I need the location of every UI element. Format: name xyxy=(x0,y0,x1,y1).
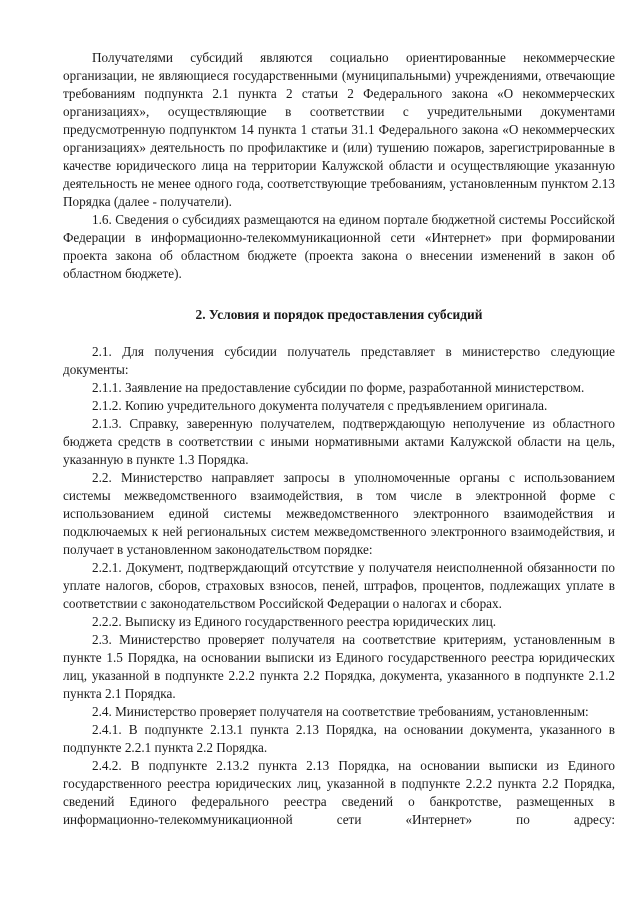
section-heading: 2. Условия и порядок предоставления субсидий xyxy=(195,307,483,322)
paragraph-2-1-3: 2.1.3. Справку, заверенную получателем, подтверждающую неполучение из областного бюджета средств в соответствии с иными нормативными актами Калужской области на цель, указанную в пункте 1.3 Порядка. xyxy=(63,416,615,467)
document-page xyxy=(63,49,615,829)
paragraph-1-6: 1.6. Сведения о субсидиях размещаются на едином портале бюджетной системы Российской Федерации в информационно-телекоммуникационной сети «Интернет» при формировании проекта закона об областном бюджете (проекта закона о внесении изменений в закон об областном бюджете). xyxy=(63,212,615,281)
paragraph-2-2-2: 2.2.2. Выписку из Единого государственного реестра юридических лиц. xyxy=(92,614,497,629)
paragraph-2-2-1: 2.2.1. Документ, подтверждающий отсутствие у получателя неисполненной обязанности по уплате налогов, сборов, страховых взносов, пеней, штрафов, процентов, подлежащих уплате в соответствии с законодательством Российской Федерации о налогах и сборах. xyxy=(63,560,615,611)
paragraph-2-1: 2.1. Для получения субсидии получатель представляет в министерство следующие документы: xyxy=(63,344,615,377)
paragraph-2-4: 2.4. Министерство проверяет получателя на соответствие требованиям, установленным: xyxy=(92,704,589,719)
paragraph-2-1-1: 2.1.1. Заявление на предоставление субсидии по форме, разработанной министерством. xyxy=(92,380,585,395)
paragraph-2-3: 2.3. Министерство проверяет получателя на соответствие критериям, установленным в пункте 1.5 Порядка, на основании выписки из Единого государственного реестра юридических лиц, указанной в подпункте 2.2.2 пункта 2.2 Порядка, документа, указанного в подпункте 2.1.2 пункта 2.1 Порядка. xyxy=(63,632,615,701)
paragraph-2-2: 2.2. Министерство направляет запросы в уполномоченные органы с использованием системы межведомственного взаимодействия, в том числе в электронной форме с использованием единой системы межведомственного электронного взаимодействия и подключаемых к ней региональных систем межведомственного электронного взаимодействия, и получает в установленном законодательством порядке: xyxy=(63,470,615,557)
paragraph-2-4-1: 2.4.1. В подпункте 2.13.1 пункта 2.13 Порядка, на основании документа, указанного в подпункте 2.2.1 пункта 2.2 Порядка. xyxy=(63,722,615,755)
paragraph-2-4-2: 2.4.2. В подпункте 2.13.2 пункта 2.13 Порядка, на основании выписки из Единого государственного реестра юридических лиц, указанной в подпункте 2.2.2 пункта 2.2 Порядка, сведений Единого федерального реестра сведений о банкротстве, размещенных в информационно-телекоммуникационной сети «Интернет» по адресу: xyxy=(63,758,615,827)
paragraph-2-1-2: 2.1.2. Копию учредительного документа получателя с предъявлением оригинала. xyxy=(92,398,548,413)
paragraph-recipients: Получателями субсидий являются социально ориентированные некоммерческие организации, не являющиеся государственными (муниципальными) учреждениями, отвечающие требованиям подпункта 2.1 пункта 2 статьи 2 Федерального закона «О некоммерческих организациях», осуществляющие в соответствии с учредительными документами предусмотренную подпунктом 14 пункта 1 статьи 31.1 Федерального закона «О некоммерческих организациях» деятельность по профилактике и (или) тушению пожаров, зарегистрированные в качестве юридического лица на территории Калужской области и осуществляющие указанную деятельность не менее одного года, соответствующие требованиям, установленным пунктом 2.13 Порядка (далее - получатели). xyxy=(63,50,615,209)
